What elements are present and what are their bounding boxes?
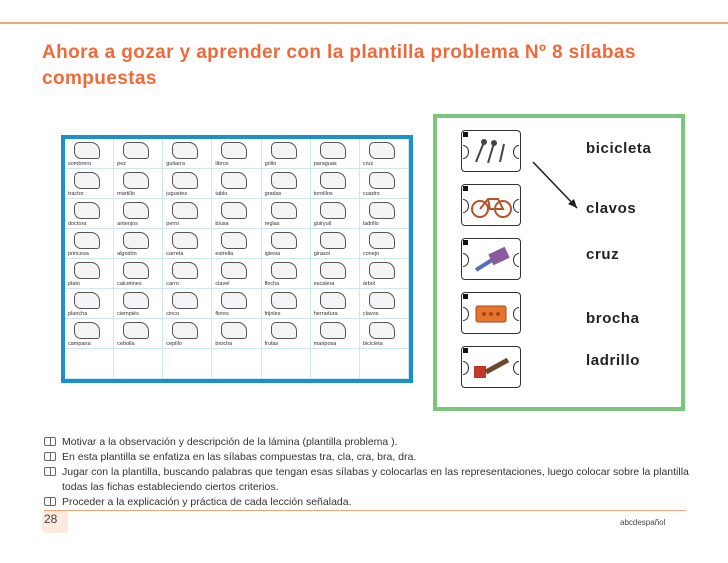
lamina-picture-icon xyxy=(369,172,395,189)
lamina-cell xyxy=(163,289,212,319)
lamina-label: flores xyxy=(215,311,229,317)
lamina-cell xyxy=(311,229,360,259)
lamina-cell xyxy=(262,229,311,259)
lamina-cell xyxy=(163,169,212,199)
lamina-cell xyxy=(114,139,163,169)
lamina-label: princesa xyxy=(68,251,89,257)
lamina-label: doctora xyxy=(68,221,87,227)
lamina-label: güiryuil xyxy=(313,221,332,227)
cepillo-icon xyxy=(470,246,514,274)
lamina-cell xyxy=(114,229,163,259)
lamina-label: tractor xyxy=(68,191,84,197)
ficha-brocha[interactable] xyxy=(461,346,521,388)
lamina-cell xyxy=(114,259,163,289)
lamina-picture-icon xyxy=(74,292,100,309)
lamina-picture-icon xyxy=(271,292,297,309)
book-icon xyxy=(44,467,56,476)
brand-label: abcdespañol xyxy=(620,518,666,527)
lamina-cell xyxy=(65,259,114,289)
lamina-cell xyxy=(360,289,409,319)
page-title: Ahora a gozar y aprender con la plantilla problema Nº 8 sílabas compuestas xyxy=(42,42,636,89)
lamina-cell xyxy=(311,319,360,349)
lamina-picture-icon xyxy=(320,202,346,219)
lamina-cell xyxy=(262,289,311,319)
lamina-label: frutas xyxy=(264,341,279,347)
lamina-cell xyxy=(65,199,114,229)
lamina-label: cruz xyxy=(362,161,374,167)
lamina-picture-icon xyxy=(320,292,346,309)
lamina-label: algodón xyxy=(117,251,137,257)
lamina-picture-icon xyxy=(271,322,297,339)
lamina-picture-icon xyxy=(172,232,198,249)
instruction-item xyxy=(44,450,694,465)
lamina-picture-icon xyxy=(172,262,198,279)
lamina-picture-icon xyxy=(369,202,395,219)
lamina-cell xyxy=(163,229,212,259)
lamina-cell xyxy=(65,349,114,379)
word-cruz: cruz xyxy=(586,246,620,263)
lamina-picture-icon xyxy=(221,292,247,309)
word-ladrillo: ladrillo xyxy=(586,352,640,369)
lamina-label: árbol xyxy=(362,281,376,287)
clavos-icon xyxy=(470,138,514,166)
lamina-cell xyxy=(360,259,409,289)
lamina-label: carro xyxy=(166,281,179,287)
lamina-picture-icon xyxy=(369,142,395,159)
lamina-label: grillo xyxy=(264,161,277,167)
page-number: 28 xyxy=(44,512,58,526)
lamina-cell xyxy=(360,229,409,259)
lamina-cell xyxy=(212,139,261,169)
lamina-picture-icon xyxy=(123,262,149,279)
lamina-cell xyxy=(311,349,360,379)
lamina-picture-icon xyxy=(74,142,100,159)
instruction-text: Jugar con la plantilla, buscando palabras que tengan esas sílabas y colocarlas en las representaciones, luego colocar sobre la plantilla todas las fichas estableciendo ciertos criterios. xyxy=(62,466,689,493)
lamina-cell xyxy=(65,169,114,199)
lamina-cell xyxy=(65,229,114,259)
lamina-picture-icon xyxy=(320,322,346,339)
lamina-label: bicicleta xyxy=(362,341,383,347)
lamina-picture-icon xyxy=(221,232,247,249)
lamina-cell xyxy=(360,349,409,379)
lamina-picture-icon xyxy=(172,202,198,219)
lamina-label: juguetes xyxy=(166,191,188,197)
card-marker xyxy=(463,294,468,299)
lamina-label: plato xyxy=(68,281,80,287)
ladrillo-icon xyxy=(470,300,514,328)
card-marker xyxy=(463,240,468,245)
lamina-picture-icon xyxy=(74,262,100,279)
lamina-picture-icon xyxy=(320,262,346,279)
ficha-bicicleta[interactable] xyxy=(461,184,521,226)
lamina-cell xyxy=(212,199,261,229)
instructions-list xyxy=(44,435,694,510)
lamina-cell xyxy=(163,259,212,289)
lamina-label: clavel xyxy=(215,281,230,287)
lamina-cell xyxy=(360,319,409,349)
instruction-text: En esta plantilla se enfatiza en las sílabas compuestas tra, cla, cra, bra, dra. xyxy=(62,451,417,463)
card-marker xyxy=(463,348,468,353)
lamina-picture-icon xyxy=(74,322,100,339)
lamina-picture-icon xyxy=(221,142,247,159)
lamina-label: iglesia xyxy=(264,251,281,257)
lamina-picture-icon xyxy=(369,262,395,279)
lamina-label: plancha xyxy=(68,311,88,317)
lamina-cell xyxy=(262,199,311,229)
lamina-cell xyxy=(65,319,114,349)
lamina-label: flecha xyxy=(264,281,280,287)
lamina-cell xyxy=(360,169,409,199)
lamina-label: girasol xyxy=(313,251,330,257)
lamina-cell xyxy=(311,169,360,199)
lamina-cell xyxy=(262,259,311,289)
lamina-picture-icon xyxy=(221,202,247,219)
lamina-label: cepillo xyxy=(166,341,182,347)
lamina-label: cebolla xyxy=(117,341,135,347)
lamina-cell xyxy=(163,349,212,379)
lamina-label: anteojos xyxy=(117,221,138,227)
lamina-label: perro xyxy=(166,221,180,227)
brocha-icon xyxy=(470,354,514,382)
word-brocha: brocha xyxy=(586,310,640,327)
lamina-label: tornillos xyxy=(313,191,333,197)
lamina-picture-icon xyxy=(320,142,346,159)
lamina-cell xyxy=(114,169,163,199)
lamina-label: mariposa xyxy=(313,341,337,347)
lamina-cell xyxy=(212,259,261,289)
lamina-cell xyxy=(114,199,163,229)
lamina-picture-icon xyxy=(369,292,395,309)
lamina-picture-icon xyxy=(172,292,198,309)
instruction-item xyxy=(44,495,694,510)
lamina-picture-icon xyxy=(271,232,297,249)
lamina-picture-icon xyxy=(123,142,149,159)
lamina-cell xyxy=(360,199,409,229)
lamina-cell xyxy=(212,229,261,259)
lamina-picture-icon xyxy=(369,322,395,339)
lamina-label: clavos xyxy=(362,311,379,317)
lamina-plantilla xyxy=(61,135,413,383)
lamina-picture-icon xyxy=(74,202,100,219)
lamina-label: campana xyxy=(68,341,91,347)
lamina-picture-icon xyxy=(123,172,149,189)
lamina-label: guitarra xyxy=(166,161,185,167)
lamina-picture-icon xyxy=(320,232,346,249)
lamina-cell xyxy=(311,259,360,289)
lamina-picture-icon xyxy=(271,172,297,189)
lamina-label: cuadro xyxy=(362,191,380,197)
lamina-picture-icon xyxy=(172,172,198,189)
lamina-label: conejo xyxy=(362,251,380,257)
ficha-ladrillo[interactable] xyxy=(461,292,521,334)
lamina-cell xyxy=(212,349,261,379)
lamina-cell xyxy=(163,319,212,349)
lamina-cell xyxy=(114,349,163,379)
lamina-label: blusa xyxy=(215,221,229,227)
lamina-label: escalera xyxy=(313,281,335,287)
lamina-label: sombrero xyxy=(68,161,92,167)
lamina-label: libros xyxy=(215,161,229,167)
lamina-picture-icon xyxy=(74,172,100,189)
lamina-picture-icon xyxy=(123,292,149,309)
instruction-text: Motivar a la observación y descripción de la lámina (plantilla problema ). xyxy=(62,436,398,448)
lamina-picture-icon xyxy=(123,202,149,219)
lamina-cell xyxy=(163,199,212,229)
lamina-cell xyxy=(212,319,261,349)
lamina-cell xyxy=(262,349,311,379)
lamina-label: reglas xyxy=(264,221,280,227)
book-icon xyxy=(44,497,56,506)
lamina-cell xyxy=(311,289,360,319)
word-clavos: clavos xyxy=(586,200,637,217)
lamina-cell xyxy=(311,139,360,169)
lamina-cell xyxy=(262,139,311,169)
lamina-label: calcetines xyxy=(117,281,142,287)
bottom-rule xyxy=(44,510,686,511)
bicicleta-icon xyxy=(470,192,514,220)
fichas-panel xyxy=(433,114,685,411)
lamina-grid xyxy=(65,139,409,379)
lamina-cell xyxy=(212,169,261,199)
card-marker xyxy=(463,186,468,191)
lamina-picture-icon xyxy=(172,322,198,339)
card-marker xyxy=(463,132,468,137)
book-icon xyxy=(44,452,56,461)
lamina-label: brocha xyxy=(215,341,233,347)
lamina-label: herradura xyxy=(313,311,338,317)
lamina-picture-icon xyxy=(369,232,395,249)
ficha-cepillo[interactable] xyxy=(461,238,521,280)
lamina-cell xyxy=(360,139,409,169)
lamina-picture-icon xyxy=(74,232,100,249)
lamina-cell xyxy=(212,289,261,319)
lamina-picture-icon xyxy=(123,322,149,339)
instruction-text: Proceder a la explicación y práctica de cada lección señalada. xyxy=(62,496,352,508)
lamina-label: frijoles xyxy=(264,311,281,317)
ficha-clavos[interactable] xyxy=(461,130,521,172)
lamina-cell xyxy=(163,139,212,169)
lamina-picture-icon xyxy=(221,262,247,279)
lamina-label: ciempiés xyxy=(117,311,139,317)
lamina-cell xyxy=(311,199,360,229)
lamina-label: ladrillo xyxy=(362,221,379,227)
lamina-cell xyxy=(262,319,311,349)
book-icon xyxy=(44,437,56,446)
lamina-label: estrella xyxy=(215,251,234,257)
lamina-label: pez xyxy=(117,161,127,167)
lamina-picture-icon xyxy=(221,172,247,189)
lamina-picture-icon xyxy=(271,202,297,219)
instruction-item xyxy=(44,465,694,495)
lamina-label: carreta xyxy=(166,251,184,257)
lamina-picture-icon xyxy=(123,232,149,249)
lamina-cell xyxy=(114,319,163,349)
lamina-label: cinco xyxy=(166,311,180,317)
lamina-label: gradas xyxy=(264,191,282,197)
lamina-picture-icon xyxy=(320,172,346,189)
lamina-label: paraguas xyxy=(313,161,337,167)
lamina-cell xyxy=(262,169,311,199)
instruction-item xyxy=(44,435,694,450)
top-rule xyxy=(0,0,728,24)
lamina-picture-icon xyxy=(271,142,297,159)
lamina-cell xyxy=(65,139,114,169)
lamina-cell xyxy=(65,289,114,319)
lamina-cell xyxy=(114,289,163,319)
word-bicicleta: bicicleta xyxy=(586,140,652,157)
lamina-label: martillo xyxy=(117,191,135,197)
lamina-picture-icon xyxy=(221,322,247,339)
lamina-picture-icon xyxy=(172,142,198,159)
lamina-label: tablo xyxy=(215,191,228,197)
lamina-picture-icon xyxy=(271,262,297,279)
